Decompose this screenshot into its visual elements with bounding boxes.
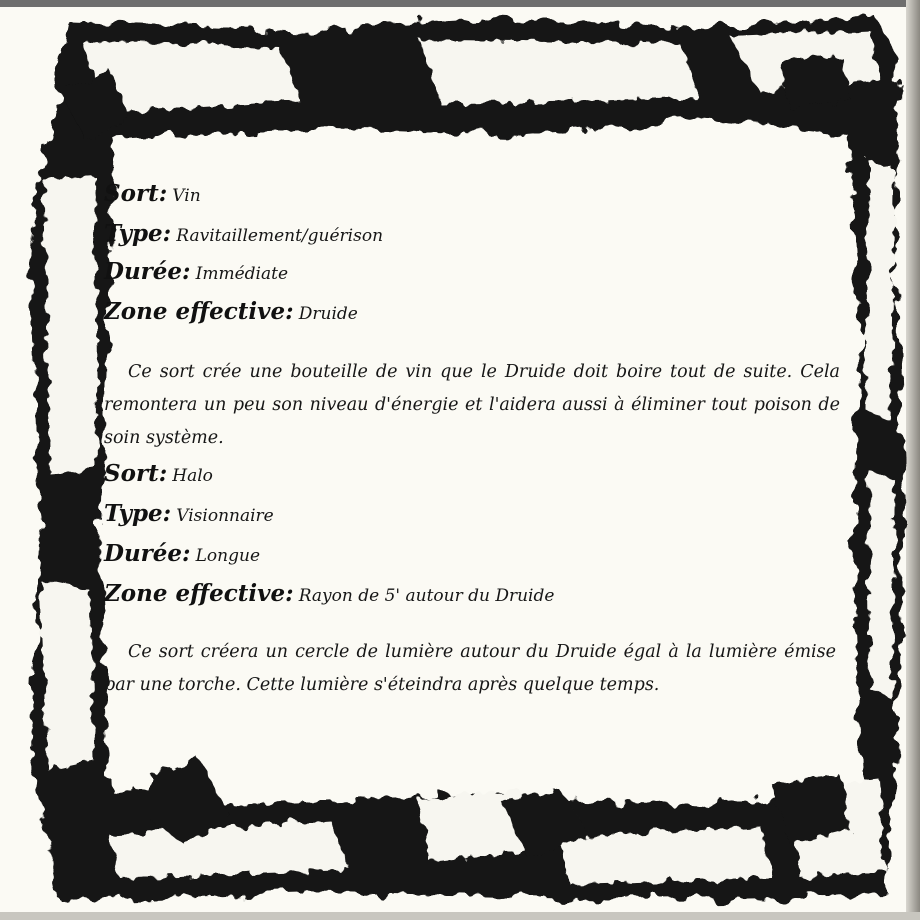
field-label: Sort: bbox=[104, 460, 168, 487]
spell-2-type-line bbox=[104, 500, 274, 527]
spell-2-sort-line bbox=[104, 460, 213, 487]
spell-zone: Druide bbox=[298, 304, 358, 324]
field-label: Zone effective: bbox=[104, 298, 294, 325]
spell-1-zone-line bbox=[104, 298, 358, 325]
field-label: Zone effective: bbox=[104, 580, 294, 607]
spell-2-description: Ce sort créera un cercle de lumière autour du Druide égal à la lumière émise par une torche. Cette lumière s'éteindra après quelque temps. bbox=[104, 641, 836, 695]
spell-1-sort-line bbox=[104, 180, 201, 207]
spell-2-duration-line bbox=[104, 540, 260, 567]
spell-name: Halo bbox=[172, 466, 213, 486]
spell-2-zone-line bbox=[104, 580, 554, 607]
field-label: Type: bbox=[104, 500, 172, 527]
spell-duration: Longue bbox=[195, 546, 261, 566]
field-label: Durée: bbox=[104, 540, 191, 567]
field-label: Durée: bbox=[104, 258, 191, 285]
field-label: Sort: bbox=[104, 180, 168, 207]
spell-type: Ravitaillement/guérison bbox=[176, 226, 384, 246]
field-label: Type: bbox=[104, 220, 172, 247]
spell-type: Visionnaire bbox=[176, 506, 274, 526]
spell-1-duration-line bbox=[104, 258, 288, 285]
spell-duration: Immédiate bbox=[195, 264, 289, 284]
spell-1-type-line bbox=[104, 220, 383, 247]
spell-name: Vin bbox=[172, 186, 201, 206]
spell-zone: Rayon de 5' autour du Druide bbox=[298, 586, 555, 606]
spell-1-description: Ce sort crée une bouteille de vin que le Druide doit boire tout de suite. Cela remontera un peu son niveau d'énergie et l'aidera aussi à éliminer tout poison de soin système. bbox=[104, 361, 840, 448]
